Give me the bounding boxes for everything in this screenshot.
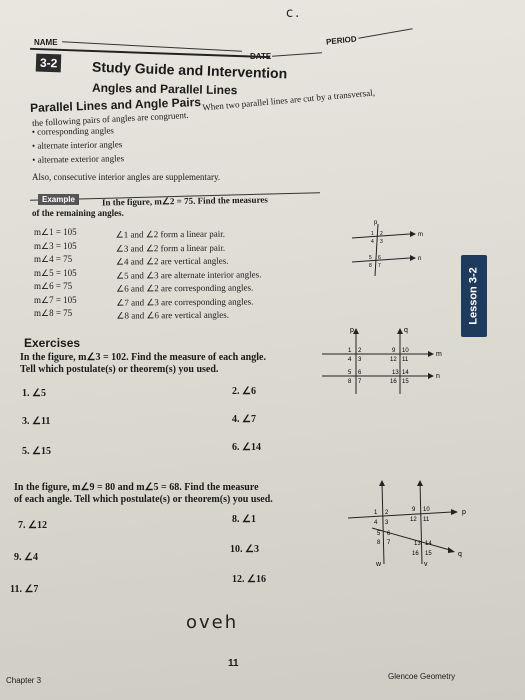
page-number: 11	[228, 658, 239, 669]
label-p: p	[374, 220, 378, 226]
svg-text:16: 16	[412, 551, 419, 557]
exercises-figure	[320, 326, 445, 396]
part2-figure	[342, 478, 470, 570]
label-n: n	[436, 373, 440, 380]
svg-text:2: 2	[385, 510, 389, 516]
part2-instructions-2: of each angle. Tell which postulate(s) or theorem(s) you used.	[14, 494, 273, 505]
svg-text:6: 6	[358, 370, 362, 376]
label-v: v	[424, 561, 428, 568]
svg-text:13: 13	[414, 541, 421, 547]
exercises-instructions-2: Tell which postulate(s) or theorem(s) you used.	[20, 364, 219, 375]
exercise-item: 6. ∠14	[232, 442, 261, 453]
angle-pair-list	[32, 125, 125, 165]
period-line	[358, 28, 412, 39]
example-prompt-2: of the remaining angles.	[32, 208, 124, 218]
example-measures	[34, 226, 77, 321]
label-m: m	[436, 351, 442, 358]
svg-text:3: 3	[380, 239, 383, 245]
svg-text:8: 8	[348, 379, 352, 385]
exercises-title: Exercises	[24, 336, 81, 350]
supplementary-note: Also, consecutive interior angles are supplementary.	[32, 172, 221, 182]
list-item: • alternate interior angles	[31, 139, 123, 151]
example-measure: m∠7 = 105	[34, 294, 77, 305]
svg-text:1: 1	[374, 510, 378, 516]
page-subtitle: Angles and Parallel Lines	[91, 80, 238, 98]
svg-text:12: 12	[410, 517, 417, 523]
exercise-item: 1. ∠5	[22, 388, 46, 399]
date-label: DATE	[250, 52, 272, 61]
exercise-item: 3. ∠11	[22, 416, 51, 427]
footer-publisher: Glencoe Geometry	[388, 672, 456, 681]
label-m: m	[418, 232, 423, 238]
svg-text:14: 14	[425, 541, 432, 547]
example-measure: m∠3 = 105	[34, 240, 77, 251]
svg-text:15: 15	[402, 379, 409, 385]
svg-text:4: 4	[374, 520, 378, 526]
label-n: n	[418, 256, 422, 262]
example-measure: m∠1 = 105	[34, 227, 77, 237]
svg-text:5: 5	[377, 531, 381, 537]
date-line	[272, 52, 322, 56]
svg-text:2: 2	[358, 348, 362, 354]
exercise-item: 10. ∠3	[230, 544, 259, 555]
exercises-instructions-1: In the figure, m∠3 = 102. Find the measure of each angle.	[20, 352, 266, 363]
exercise-item: 5. ∠15	[22, 446, 51, 457]
list-item: • corresponding angles	[31, 125, 114, 137]
svg-text:5: 5	[369, 255, 372, 261]
list-item: • alternate exterior angles	[32, 153, 125, 165]
label-p: p	[350, 327, 354, 334]
svg-text:1: 1	[348, 348, 352, 354]
example-measure: m∠6 = 75	[34, 281, 73, 291]
example-reason: ∠7 and ∠3 are corresponding angles.	[116, 295, 254, 308]
part2-instructions-1: In the figure, m∠9 = 80 and m∠5 = 68. Find the measure	[14, 482, 259, 493]
svg-text:4: 4	[348, 357, 352, 363]
example-measure: m∠8 = 75	[34, 308, 73, 318]
example-figure	[350, 218, 425, 278]
svg-text:6: 6	[378, 255, 381, 261]
handwritten-mark: c.	[286, 6, 302, 21]
example-measure: m∠5 = 105	[34, 267, 77, 278]
svg-text:6: 6	[387, 531, 391, 537]
exercise-item: 7. ∠12	[18, 520, 47, 531]
svg-text:7: 7	[387, 540, 391, 546]
svg-text:8: 8	[377, 540, 381, 546]
example-reason: ∠3 and ∠2 form a linear pair.	[115, 242, 226, 254]
exercise-item: 8. ∠1	[232, 514, 256, 525]
label-q: q	[458, 551, 462, 558]
svg-text:11: 11	[402, 357, 409, 363]
period-label: PERIOD	[325, 34, 358, 47]
svg-text:7: 7	[358, 379, 362, 385]
example-reason: ∠6 and ∠2 are corresponding angles.	[116, 282, 254, 294]
exercise-item: 11. ∠7	[10, 584, 39, 595]
svg-text:14: 14	[402, 370, 409, 376]
svg-text:13: 13	[392, 370, 399, 376]
svg-text:9: 9	[392, 348, 396, 354]
label-q: q	[404, 327, 408, 334]
example-tag: Example	[38, 194, 79, 205]
lesson-tab: Lesson 3-2	[461, 255, 487, 337]
exercise-item: 2. ∠6	[232, 386, 256, 397]
svg-text:12: 12	[390, 357, 397, 363]
example-reason: ∠1 and ∠2 form a linear pair.	[115, 228, 226, 240]
svg-text:16: 16	[390, 379, 397, 385]
handwritten-answer: oveh	[186, 612, 239, 633]
label-w: w	[376, 561, 382, 568]
svg-text:7: 7	[378, 263, 381, 269]
page-title: Study Guide and Intervention	[91, 58, 288, 82]
section-title: Parallel Lines and Angle Pairs	[29, 95, 202, 115]
label-p: p	[462, 509, 466, 516]
intro-continuation: the following pairs of angles are congruent.	[31, 109, 189, 129]
svg-text:10: 10	[423, 507, 430, 513]
example-reasons	[116, 227, 262, 323]
svg-text:10: 10	[402, 348, 409, 354]
svg-text:5: 5	[348, 370, 352, 376]
svg-text:1: 1	[371, 231, 374, 237]
example-reason: ∠8 and ∠6 are vertical angles.	[116, 309, 229, 321]
svg-text:15: 15	[425, 551, 432, 557]
lesson-tag: 3-2	[36, 54, 62, 73]
svg-text:2: 2	[380, 231, 383, 237]
svg-text:9: 9	[412, 507, 416, 513]
svg-text:3: 3	[358, 357, 362, 363]
exercise-item: 4. ∠7	[232, 414, 256, 425]
exercise-item: 12. ∠16	[232, 574, 266, 585]
example-prompt-1: In the figure, m∠2 = 75. Find the measures	[101, 194, 268, 208]
svg-text:11: 11	[423, 517, 430, 523]
example-reason: ∠5 and ∠3 are alternate interior angles.	[115, 268, 262, 281]
example-reason: ∠4 and ∠2 are vertical angles.	[115, 255, 229, 267]
svg-text:4: 4	[371, 239, 374, 245]
svg-text:3: 3	[385, 520, 389, 526]
svg-text:8: 8	[369, 263, 372, 269]
intro-lead: When two parallel lines are cut by a transversal,	[201, 87, 376, 113]
exercise-item: 9. ∠4	[14, 552, 38, 563]
footer-chapter: Chapter 3	[6, 676, 42, 685]
example-measure: m∠4 = 75	[34, 254, 73, 264]
name-label: NAME	[34, 38, 58, 47]
